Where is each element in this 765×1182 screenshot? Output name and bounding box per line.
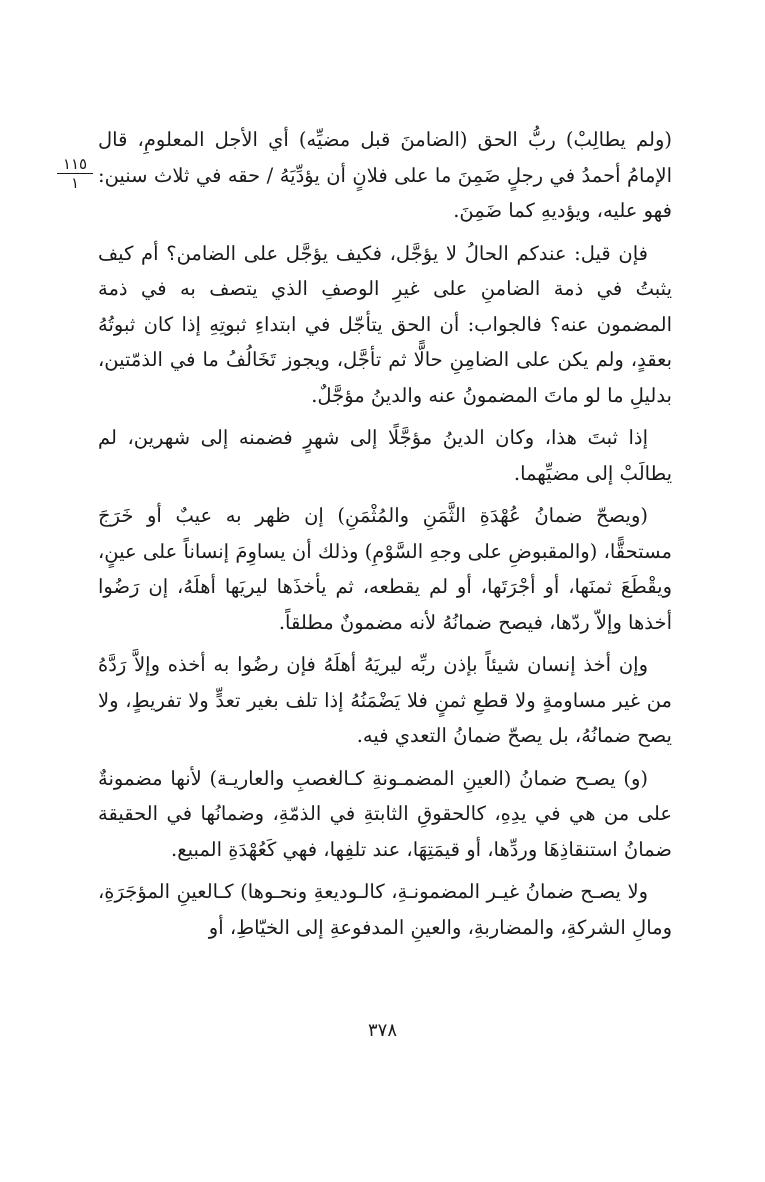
paragraph-price-warranty: (ويصحّ ضمانُ عُهْدَةِ الثَّمَنِ والمُثْمَنِ) إن ظهر به عيبٌ أو خَرَجَ مستحقًّا، (والمقبوضِ على وجهِ السَّوْمِ) وذلك أن يساوِمَ إنساناً على عينٍ، ويقْطَعَ ثمنَها، أو أجْرَتَها، أو لم يقطعه، ثم يأخذَها ليريَها أهلَهُ، إن رَضُوا أخذها وإلاّ ردّها، فيصح ضمانُهُ لأنه مضمونٌ مطلقاً. bbox=[98, 504, 672, 634]
marginal-manuscript-reference bbox=[57, 156, 93, 191]
paragraph-two-months: إذا ثبتَ هذا، وكان الدينُ مؤجَّلًا إلى شهرٍ فضمنه إلى شهرين، لم يطالَبْ إلى مضيِّهما. bbox=[98, 426, 672, 485]
paragraph-objection: فإن قيل: عندكم الحالُ لا يؤجَّل، فكيف يؤجَّل على الضامن؟ أم كيف يثبتُ في ذمة الضامنِ على غيرِ الوصفِ الذي يتصف به في ذمة المضمون عنه؟ فالجواب: أن الحق يتأجّل في ابتداءِ ثبوتِهِ إذا كان ثبوتُهُ بعقدٍ، ولم يكن على الضامِنِ حالًّا ثم تأجَّل، ويجوز تَخَالُفُ ما في الذمّتين، بدليلِ ما لو ماتَ المضمونُ عنه والدينُ مؤجَّلٌ. bbox=[98, 241, 672, 407]
paragraph-guaranteed-property: (و) يصـح ضمانُ (العينِ المضمـونةِ كـالغصبِ والعاريـة) لأنها مضمونةٌ على من هي في يدِهِ، كالحقوقِ الثابتةِ في الذمّةِ، وضمانُها في الحقيقة ضمانُ استنقاذِهَا وردِّها، أو قيمَتِهَا، عند تلفِها، فهي كَعُهْدَةِ المبيع. bbox=[98, 766, 672, 861]
paragraph-taking-with-permission: وإن أخذ إنسان شيئاً بإذن ربِّه ليريَهُ أهلَهُ فإن رضُوا به أخذه وإلاَّ رَدَّهُ من غير مساومةٍ ولا قطعِ ثمنٍ فلا يَضْمَنُهُ إذا تلف بغير تعدٍّ ولا تفريطٍ، ولا يصح ضمانُهُ، بل يصحّ ضمانُ التعدي فيه. bbox=[98, 653, 672, 747]
marginal-side-number: ١ bbox=[70, 174, 80, 192]
page-number: ٣٧٨ bbox=[367, 1020, 397, 1041]
page-body bbox=[98, 122, 672, 952]
marginal-folio-number: ١١٥ bbox=[57, 156, 93, 174]
paragraph-deferment: (ولم يطالِبْ) ربُّ الحق (الضامنَ قبل مضيِّه) أي الأجل المعلومِ، قال الإمامُ أحمدُ في رجلٍ ضَمِنَ ما على فلانٍ أن يؤدِّيَهُ / حقه في ثلاث سنين: فهو عليه، ويؤديهِ كما ضَمِنَ. bbox=[98, 128, 672, 222]
paragraph-non-guaranteed-property: ولا يصـح ضمانُ غيـر المضمونـةِ، كالـوديعةِ ونحـوها) كـالعينِ المؤجَرَةِ، ومالِ الشركةِ، والمضاربةِ، والعينِ المدفوعةِ إلى الخيّاطِ، أو bbox=[98, 880, 672, 939]
